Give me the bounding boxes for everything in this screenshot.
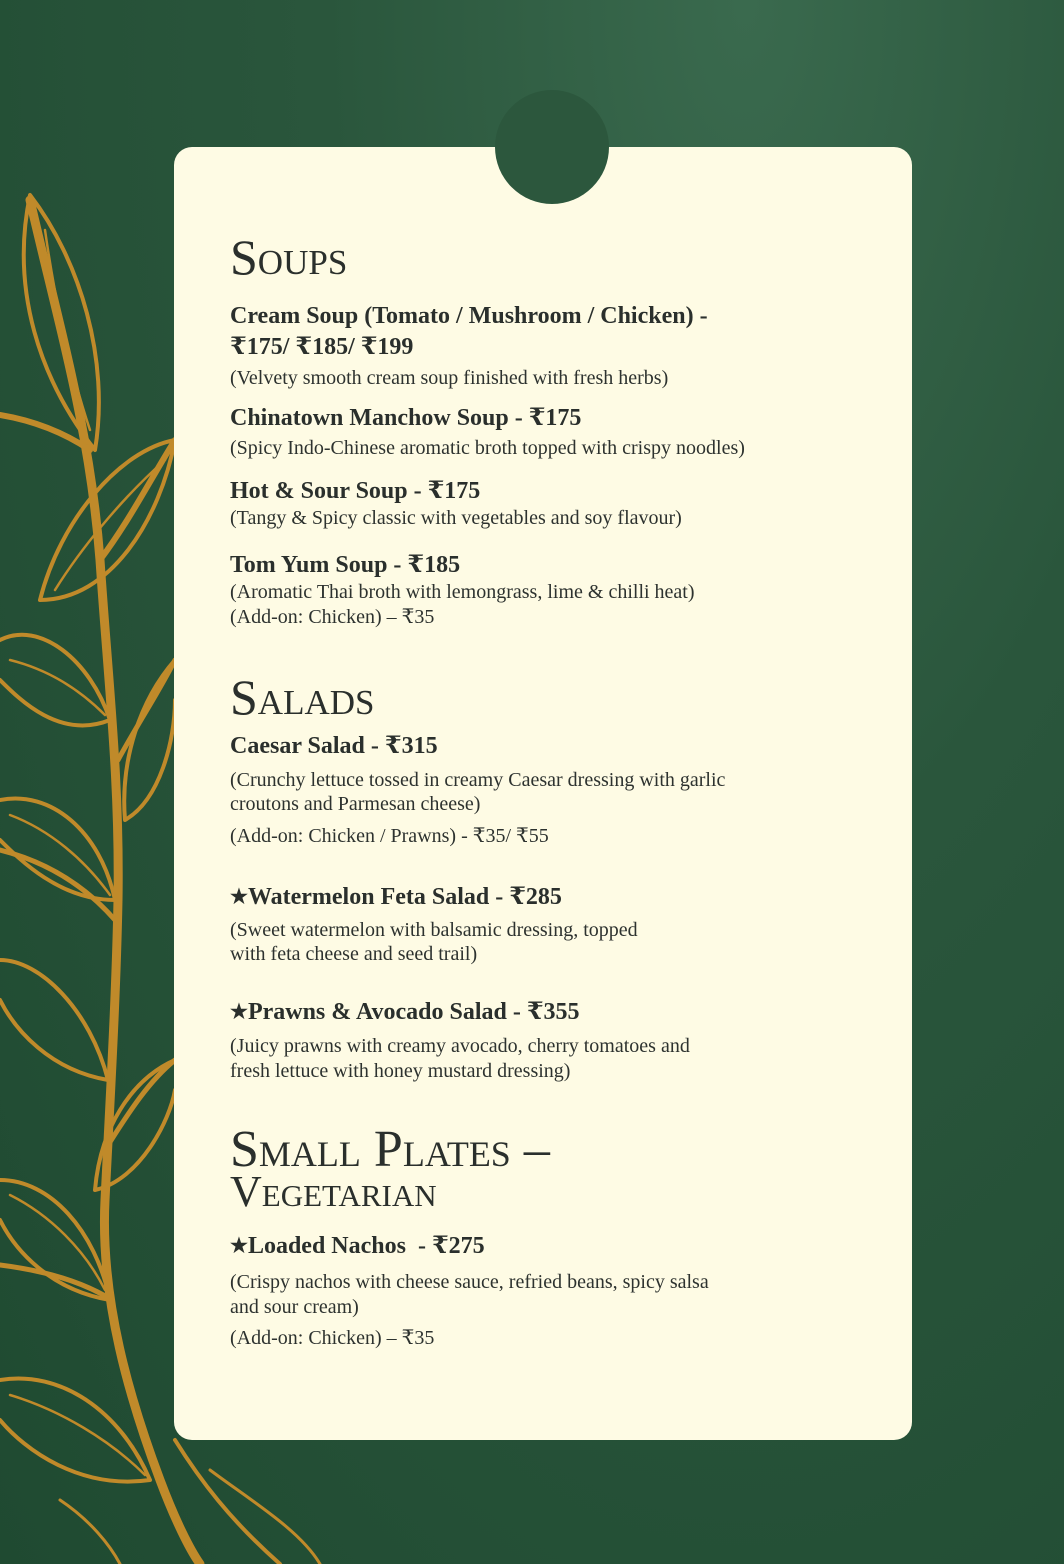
item-title-caesar-salad: Caesar Salad - ₹315 [230, 733, 438, 759]
item-addon-tom-yum-soup: (Add-on: Chicken) – ₹35 [230, 606, 435, 628]
section-title-soups: Soups [230, 229, 348, 285]
item-desc-tom-yum-soup: (Aromatic Thai broth with lemongrass, lime & chilli heat) [230, 581, 695, 603]
section-title-salads: Salads [230, 669, 375, 725]
item-desc-hot-sour-soup: (Tangy & Spicy classic with vegetables and soy flavour) [230, 507, 682, 529]
item-title-watermelon-feta-salad: Watermelon Feta Salad - ₹285 [247, 884, 562, 910]
item-loaded-nachos [230, 1231, 485, 1263]
item-title-cream-soup-line2: ₹175/ ₹185/ ₹199 [230, 334, 414, 360]
item-prawns-avocado-salad [230, 997, 580, 1029]
item-desc-prawns-avocado-line2: fresh lettuce with honey mustard dressing) [230, 1060, 571, 1082]
section-title-small-plates-line2: Vegetarian [230, 1167, 437, 1216]
item-title-prawns-avocado-salad: Prawns & Avocado Salad - ₹355 [247, 999, 580, 1025]
item-title-hot-sour-soup: Hot & Sour Soup - ₹175 [230, 478, 481, 504]
item-desc-watermelon-line1: (Sweet watermelon with balsamic dressing, topped [230, 919, 638, 941]
item-desc-watermelon-line2: with feta cheese and seed trail) [230, 943, 478, 965]
item-watermelon-feta-salad [230, 882, 562, 914]
star-icon: ★ [230, 886, 248, 908]
section-title-small-plates-line1: Small Plates – [230, 1121, 550, 1178]
item-title-loaded-nachos: Loaded Nachos - ₹275 [247, 1233, 485, 1259]
item-desc-caesar-salad-line2: croutons and Parmesan cheese) [230, 793, 481, 815]
item-desc-manchow-soup: (Spicy Indo-Chinese aromatic broth topped with crispy noodles) [230, 437, 745, 459]
item-title-manchow-soup: Chinatown Manchow Soup - ₹175 [230, 405, 582, 431]
star-icon: ★ [230, 1235, 248, 1257]
card-notch [495, 90, 609, 204]
item-desc-nachos-line1: (Crispy nachos with cheese sauce, refried beans, spicy salsa [230, 1271, 709, 1293]
star-icon: ★ [230, 1001, 248, 1023]
item-title-tom-yum-soup: Tom Yum Soup - ₹185 [230, 552, 461, 578]
item-desc-prawns-avocado-line1: (Juicy prawns with creamy avocado, cherry tomatoes and [230, 1035, 690, 1057]
item-title-cream-soup-line1: Cream Soup (Tomato / Mushroom / Chicken) - [230, 303, 708, 329]
item-desc-cream-soup: (Velvety smooth cream soup finished with fresh herbs) [230, 367, 669, 389]
item-desc-nachos-line2: and sour cream) [230, 1296, 359, 1318]
item-addon-nachos: (Add-on: Chicken) – ₹35 [230, 1327, 435, 1349]
item-desc-caesar-salad-line1: (Crunchy lettuce tossed in creamy Caesar dressing with garlic [230, 769, 726, 791]
item-addon-caesar-salad: (Add-on: Chicken / Prawns) - ₹35/ ₹55 [230, 825, 549, 847]
